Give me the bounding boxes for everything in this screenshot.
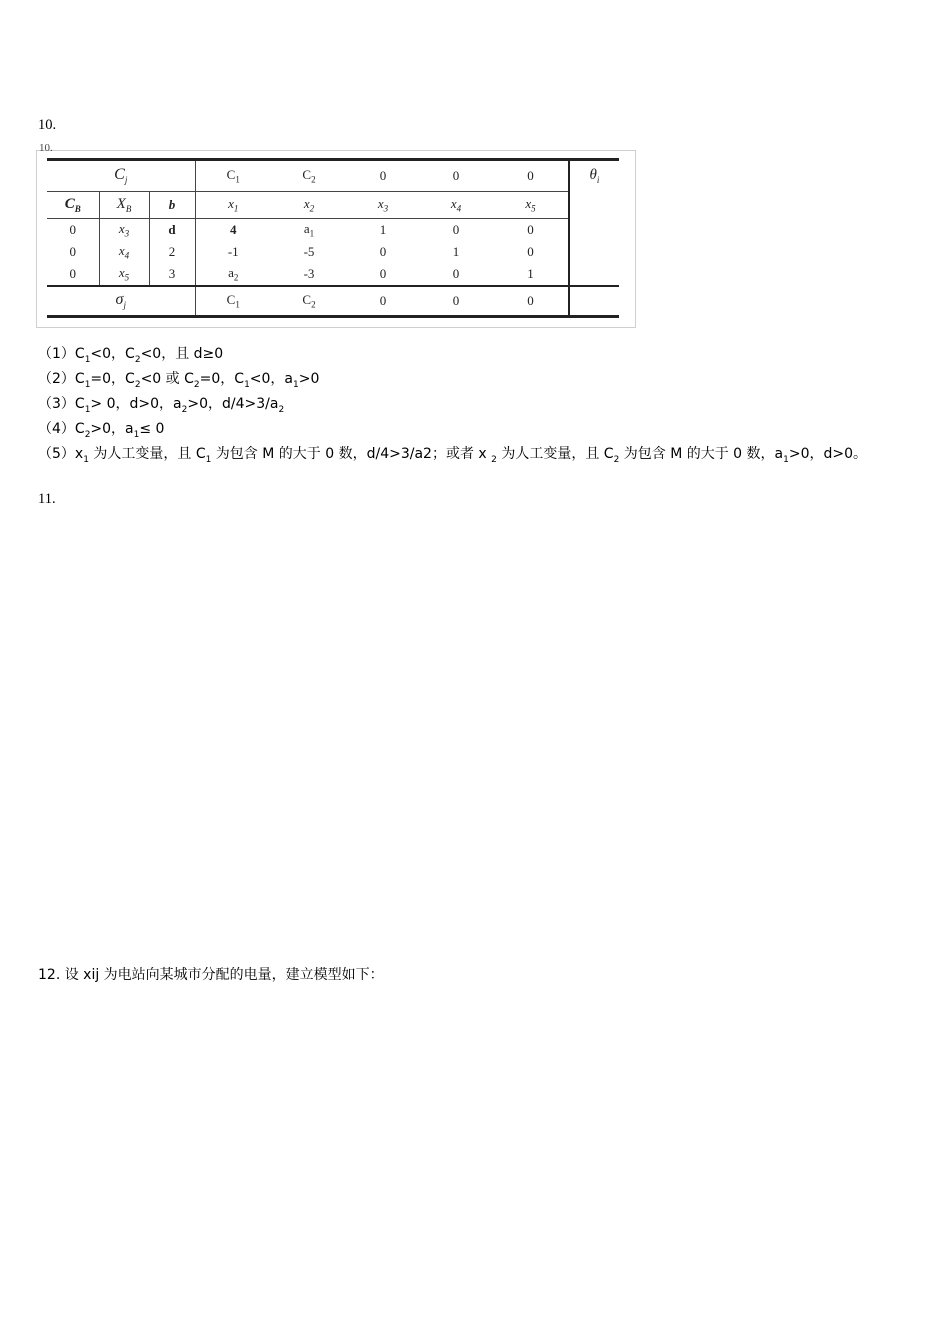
row3-c1: $a_2$ [195, 263, 271, 286]
row2-c4: 1 [452, 244, 460, 259]
answer-line-3: $(3)C_1> 0$，d>0，$a_2>0$，$d/4>3/a_2$ [38, 396, 285, 415]
row3-b: 3 [149, 263, 195, 286]
row1-xb: $x_3$ [99, 219, 149, 242]
sigma-value-3: 0 [347, 286, 419, 317]
row3-c4: 0 [452, 266, 460, 281]
row2-b: 2 [149, 241, 195, 263]
sigma-value-5: 0 [493, 286, 569, 317]
row3-c2: -3 [303, 266, 315, 281]
sigma-value-2: $C_2$ [271, 286, 347, 317]
cj-value-1: $C_1$ [195, 160, 271, 192]
row2-c3: 0 [379, 244, 387, 259]
row1-c3: 1 [379, 222, 387, 237]
row1-c4: 0 [452, 222, 460, 237]
answer-line-5: $(5)x_1$ 为人工变量，且 $C_1$ 为包含 M 的大于 0 数，d/4>3/a2；或者 x $_2$ 为人工变量，且 $C_2$ 为包含 M 的大于 0 数，$a_1>0$，d>0。 [38, 446, 868, 465]
header-b: b [149, 192, 195, 219]
answer-line-4: $(4)C_2>0$，$a_1\le 0$ [38, 421, 165, 440]
header-xb: $X_B$ [99, 192, 149, 219]
cj-row [47, 160, 619, 192]
table-fragment-label: 10. [39, 142, 53, 154]
row3-cb: 0 [69, 266, 76, 281]
sigma-value-4: 0 [419, 286, 493, 317]
header-x2: $x_2$ [271, 192, 347, 219]
theta-header: $\theta_i$ [569, 160, 619, 287]
question-11-number: 11. [38, 491, 56, 507]
table-row [47, 263, 619, 286]
sigma-value-1: $C_1$ [195, 286, 271, 317]
header-x5: $x_5$ [493, 192, 569, 219]
header-row [47, 192, 619, 219]
header-x3: $x_3$ [347, 192, 419, 219]
question-10-number: 10. [38, 117, 57, 133]
header-cb: $C_B$ [47, 192, 99, 219]
row1-c2: $a_1$ [303, 221, 315, 239]
cj-value-4: 0 [419, 160, 493, 192]
question-12-text: 12. 设 xij 为电站向某城市分配的电量，建立模型如下： [38, 967, 384, 983]
row1-b: d [149, 219, 195, 242]
row3-c3: 0 [379, 266, 387, 281]
table-row [47, 241, 619, 263]
row3-c5: 1 [493, 263, 569, 286]
row1-c5: 0 [493, 219, 569, 242]
cj-value-2: $C_2$ [271, 160, 347, 192]
row2-c1: -1 [195, 241, 271, 263]
sigma-row [47, 286, 619, 317]
header-x1: $x_1$ [195, 192, 271, 219]
table-row [47, 219, 619, 242]
simplex-table-image [36, 142, 636, 328]
row1-cb: 0 [69, 222, 76, 237]
answer-line-2: $(2)C_1=0$，$C_2<0$ 或 $C_2=0$，$C_1<0$，$a_1>0$ [38, 371, 320, 390]
row3-xb: $x_5$ [99, 263, 149, 286]
cj-label: $C_j$ [47, 160, 195, 192]
header-x4: $x_4$ [419, 192, 493, 219]
answer-line-1: $(1)C_1<0$，$C_2<0$，且 d≥0 [38, 346, 224, 365]
row2-xb: $x_4$ [99, 241, 149, 263]
sigma-label: $\sigma_j$ [47, 286, 195, 317]
row2-c5: 0 [493, 241, 569, 263]
cj-value-3: 0 [347, 160, 419, 192]
row1-c1: 4 [195, 219, 271, 242]
sigma-theta-cell [569, 286, 619, 317]
row2-c2: -5 [303, 244, 315, 259]
row2-cb: 0 [69, 244, 76, 259]
cj-value-5: 0 [493, 160, 569, 192]
simplex-table [47, 158, 619, 318]
